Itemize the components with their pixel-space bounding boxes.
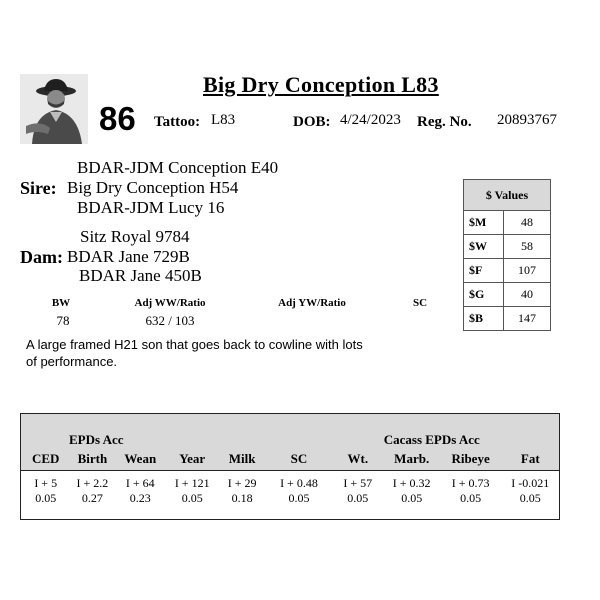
acc-value: 0.05 [347, 491, 369, 505]
perf-header-ww: Adj WW/Ratio [134, 297, 206, 309]
dam-sire: Sitz Royal 9784 [80, 227, 190, 246]
dollar-value-row [464, 235, 551, 259]
dollar-value-number: 107 [504, 259, 551, 283]
dam-dam: BDAR Jane 450B [79, 266, 202, 285]
sire-name: Big Dry Conception H54 [67, 178, 239, 197]
reg-label: Reg. No. [417, 114, 472, 130]
epd-value: I + 29 [218, 471, 266, 492]
epd-col-milk: Milk [218, 448, 266, 471]
epd-col-marb: Marb. [384, 448, 440, 471]
dollar-value-label: $W [464, 235, 504, 259]
perf-header-yw: Adj YW/Ratio [278, 297, 346, 309]
acc-value: 0.05 [519, 491, 541, 505]
dollar-value-number: 48 [504, 211, 551, 235]
acc-value: 0.05 [35, 491, 57, 505]
epd-value: I + 5 [21, 471, 71, 492]
epd-col-fat: Fat [502, 448, 560, 471]
dollar-value-label: $B [464, 307, 504, 331]
cowboy-photo [20, 74, 88, 144]
epd-value: I + 64 [114, 471, 166, 492]
epd-col-wt: Wt. [332, 448, 384, 471]
reg-value: 20893767 [497, 112, 557, 128]
dollar-value-label: $F [464, 259, 504, 283]
epd-value: I + 0.32 [384, 471, 440, 492]
epd-value: I + 2.2 [70, 471, 114, 492]
epd-value: I + 0.73 [440, 471, 502, 492]
tattoo-label: Tattoo: [154, 114, 201, 130]
epd-col-ced: CED [21, 448, 71, 471]
carcass-group-header: Cacass EPDs Acc [384, 414, 560, 449]
dollar-value-label: $G [464, 283, 504, 307]
acc-value: 0.05 [460, 491, 482, 505]
acc-value: 0.27 [81, 491, 103, 505]
perf-header-sc: SC [412, 297, 428, 309]
dollar-value-number: 58 [504, 235, 551, 259]
epd-col-sc: SC [266, 448, 332, 471]
acc-value: 0.05 [181, 491, 203, 505]
lot-number: 86 [99, 100, 136, 137]
dollar-value-row [464, 307, 551, 331]
epd-values-row [21, 471, 560, 492]
epd-value: I -0.021 [502, 471, 560, 492]
epd-col-birth: Birth [70, 448, 114, 471]
animal-name-title: Big Dry Conception L83 [203, 72, 439, 97]
epd-group-header: EPDs Acc [21, 414, 167, 449]
description: A large framed H21 son that goes back to cowline with lots of performance. [26, 337, 363, 369]
acc-values-row [21, 491, 560, 509]
dam-name: BDAR Jane 729B [67, 247, 190, 266]
dollar-values-table [463, 179, 551, 331]
perf-value-ww: 632 / 103 [145, 313, 195, 328]
dollar-value-label: $M [464, 211, 504, 235]
dollar-value-number: 40 [504, 283, 551, 307]
acc-value: 0.18 [231, 491, 253, 505]
epd-value: I + 57 [332, 471, 384, 492]
dollar-value-row [464, 283, 551, 307]
epd-value: I + 0.48 [266, 471, 332, 492]
epd-col-year: Year [166, 448, 218, 471]
dollar-value-row [464, 211, 551, 235]
acc-value: 0.05 [288, 491, 310, 505]
acc-value: 0.05 [401, 491, 423, 505]
dam-label: Dam: [20, 247, 63, 267]
sire-label: Sire: [20, 178, 57, 198]
sire-sire: BDAR-JDM Conception E40 [77, 158, 279, 177]
perf-header-bw: BW [51, 297, 71, 309]
perf-value-bw: 78 [56, 313, 70, 328]
epd-column-headers [21, 448, 560, 471]
dob-label: DOB: [293, 114, 331, 130]
epd-col-wean: Wean [114, 448, 166, 471]
epd-table [20, 413, 560, 520]
sire-dam: BDAR-JDM Lucy 16 [77, 198, 225, 217]
tattoo-value: L83 [211, 112, 236, 128]
acc-value: 0.23 [129, 491, 151, 505]
dollar-value-row [464, 259, 551, 283]
dob-value: 4/24/2023 [340, 112, 401, 128]
epd-col-ribeye: Ribeye [440, 448, 502, 471]
dollar-value-number: 147 [504, 307, 551, 331]
epd-value: I + 121 [166, 471, 218, 492]
dollar-values-title: $ Values [464, 180, 551, 211]
